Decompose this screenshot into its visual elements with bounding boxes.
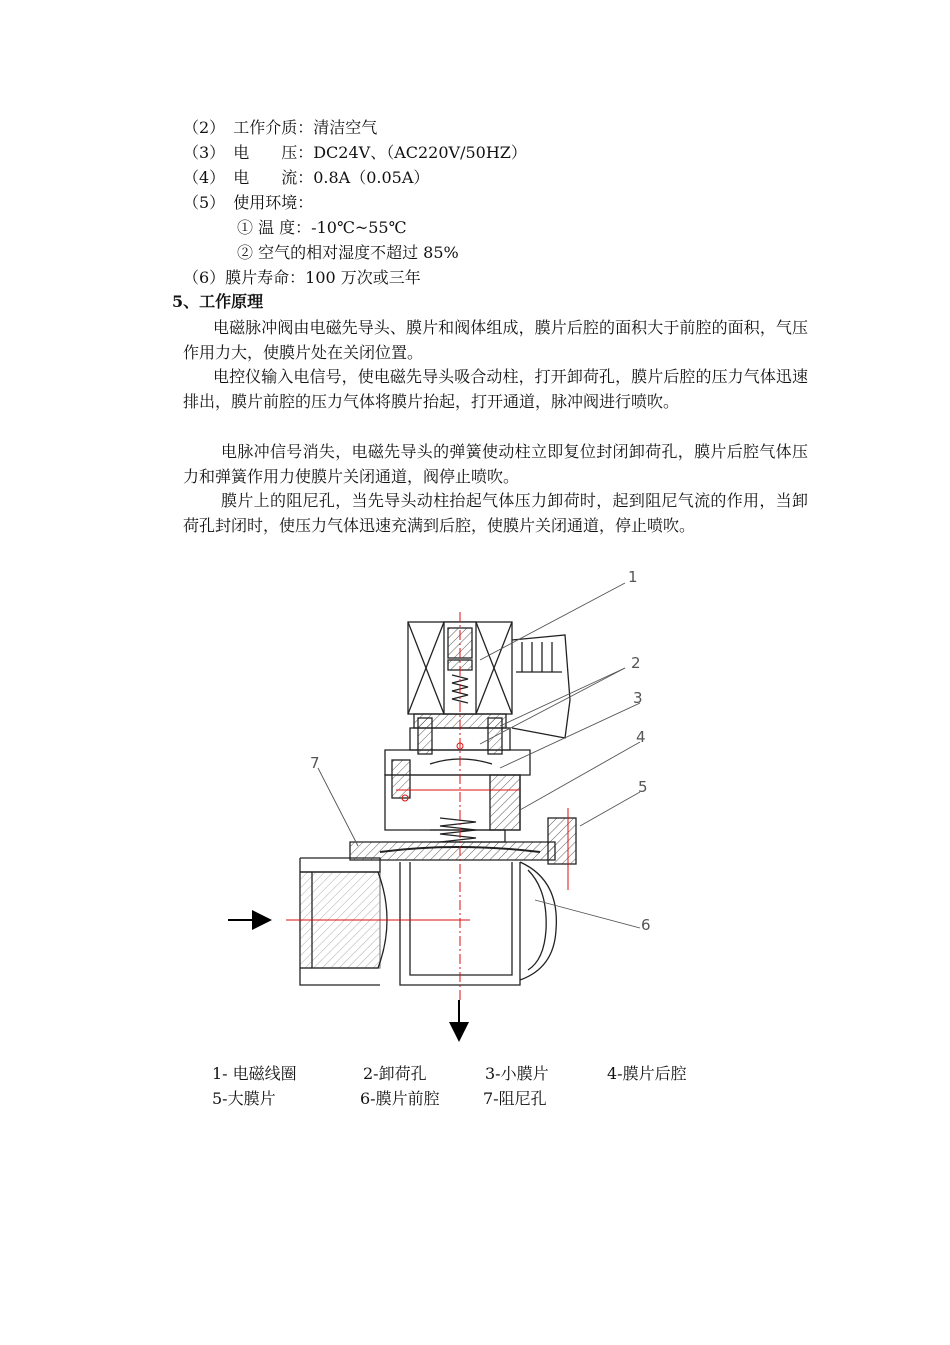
callout-6: 6: [641, 916, 651, 934]
spec-label: 电 流：: [233, 168, 314, 187]
legend-item-7: 7-阻尼孔: [483, 1089, 547, 1108]
spec-value: DC24V、（AC220V/50HZ）: [313, 143, 527, 162]
spec-label: 使用环境：: [233, 193, 314, 212]
spec-num: （4）: [183, 168, 226, 187]
spec-label: 电 压：: [233, 143, 314, 162]
spec-value: 0.8A（0.05A）: [313, 168, 430, 187]
spec-value: 清洁空气: [313, 118, 378, 137]
legend-item-5: 5-大膜片: [212, 1089, 276, 1108]
legend-item-4: 4-膜片后腔: [607, 1064, 687, 1083]
legend-item-1: 1- 电磁线圈: [212, 1064, 297, 1083]
paragraph-text: 电控仪输入电信号，使电磁先导头吸合动柱，打开卸荷孔，膜片后腔的压力气体迅速排出，膜片前腔的压力气体将膜片抬起，打开通道，脉冲阀进行喷吹。: [183, 367, 808, 411]
section-title: 5、工作原理: [172, 292, 264, 311]
diaphragm-life: （6）膜片寿命：100 万次或三年: [183, 268, 421, 287]
spec-label: 工作介质：: [233, 118, 314, 137]
paragraph-text: 电磁脉冲阀由电磁先导头、膜片和阀体组成，膜片后腔的面积大于前腔的面积，气压作用力大，使膜片处在关闭位置。: [183, 318, 808, 362]
spec-num: （3）: [183, 143, 226, 162]
spec-num: （2）: [183, 118, 226, 137]
callout-7: 7: [310, 754, 320, 772]
callout-1: 1: [628, 568, 638, 586]
legend-item-2: 2-卸荷孔: [363, 1064, 427, 1083]
valve-body: [300, 818, 576, 985]
callout-3: 3: [633, 689, 643, 707]
env-humidity: ② 空气的相对湿度不超过 85%: [237, 243, 459, 262]
bonnet: [385, 718, 530, 842]
callout-4: 4: [636, 728, 646, 746]
legend-item-3: 3-小膜片: [485, 1064, 549, 1083]
paragraph-text: 膜片上的阻尼孔，当先导头动柱抬起气体压力卸荷时，起到阻尼气流的作用，当卸荷孔封闭时，使压力气体迅速充满到后腔，使膜片关闭通道，停止喷吹。: [183, 491, 808, 535]
callout-5: 5: [638, 778, 648, 796]
env-temperature: ① 温 度：-10℃~55℃: [237, 218, 407, 237]
spec-num: （5）: [183, 193, 226, 212]
legend-item-6: 6-膜片前腔: [360, 1089, 440, 1108]
paragraph-text: 电脉冲信号消失，电磁先导头的弹簧使动柱立即复位封闭卸荷孔，膜片后腔气体压力和弹簧作用力使膜片关闭通道，阀停止喷吹。: [183, 442, 808, 486]
callout-2: 2: [631, 654, 641, 672]
